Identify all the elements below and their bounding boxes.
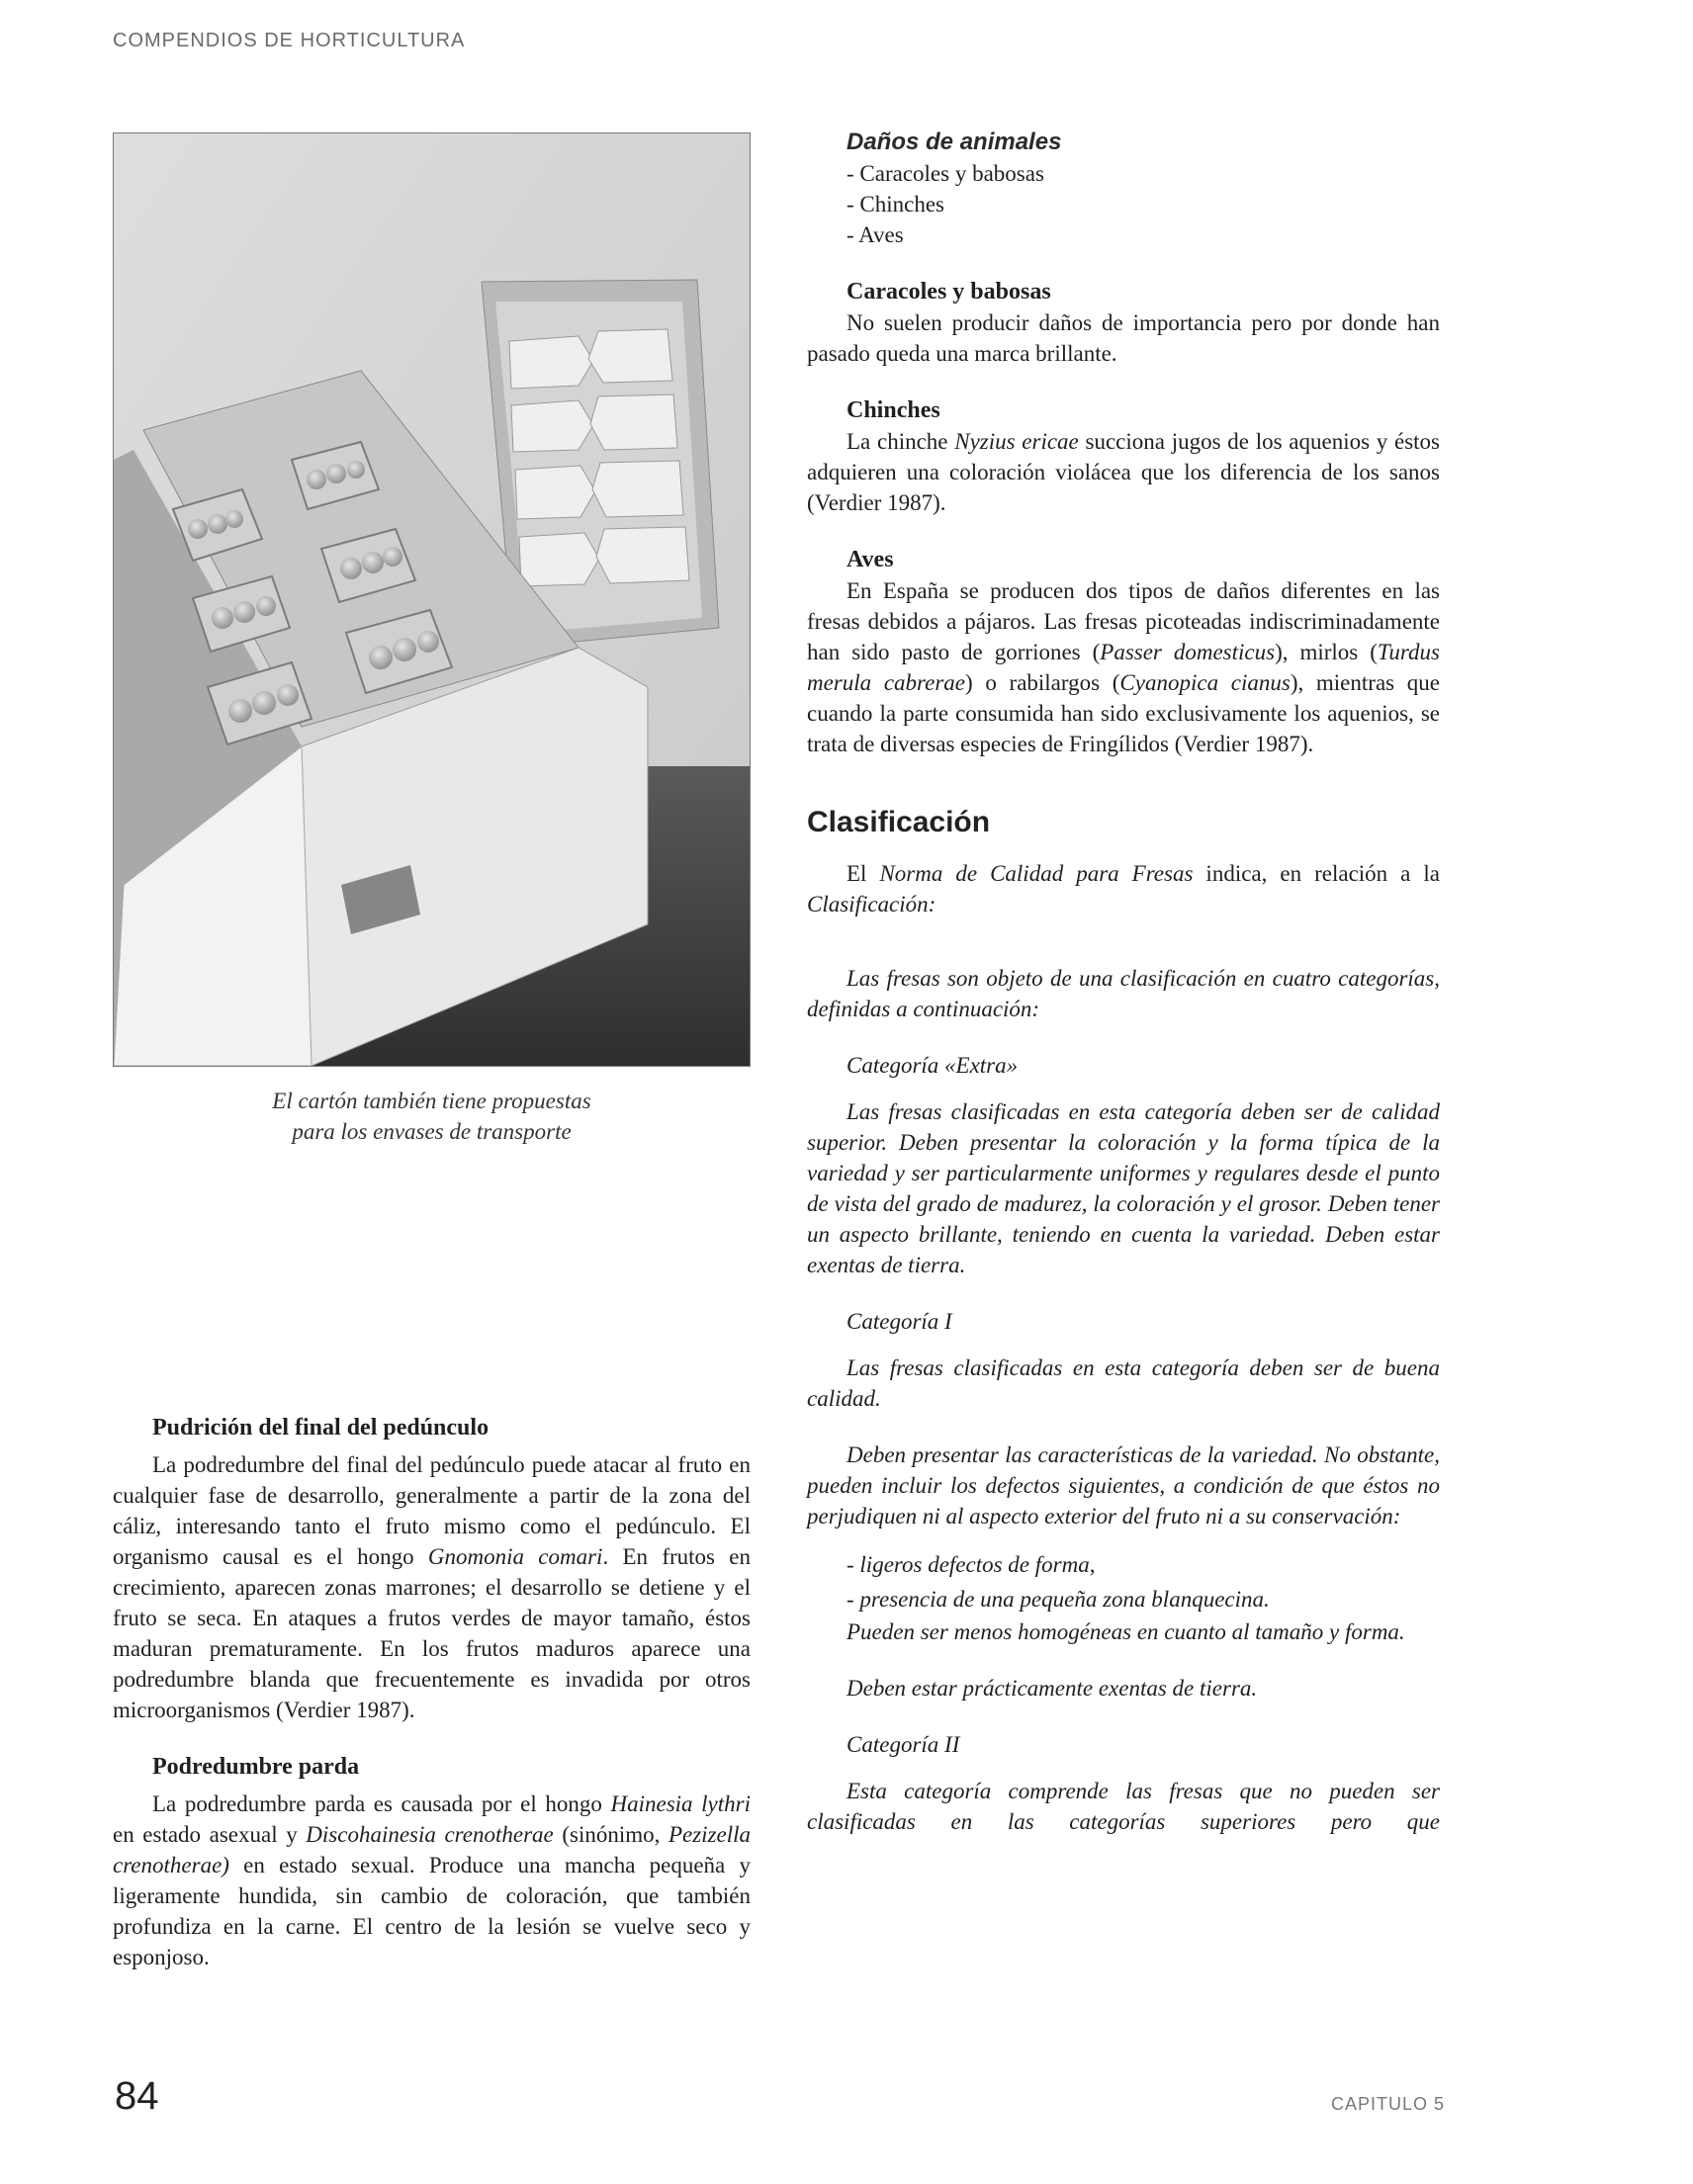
- species-name: Passer domesticus: [1100, 640, 1276, 664]
- caption-line-1: El cartón también tiene propuestas: [272, 1089, 591, 1113]
- podredumbre-parda-paragraph: La podredumbre parda es causada por el hongo Hainesia lythri en estado asexual y Discohainesia crenotherae (sinónimo, Pezizella crenotherae) en estado sexual. Produce una mancha pequeña y ligeramente hundida, sin cambio de coloración, que también profundiza en la carne. El centro de la lesión se vuelve seco y esponjoso.: [113, 1791, 752, 1969]
- pudricion-heading: Pudrición del final del pedúnculo: [152, 1415, 490, 1441]
- danos-list-item: - Aves: [846, 222, 904, 247]
- aves-heading: Aves: [846, 547, 894, 572]
- clasificacion-paragraph: Las fresas son objeto de una clasificación en cuatro categorías, definidas a continuación:: [807, 966, 1440, 1021]
- danos-list-item: - Chinches: [846, 192, 945, 217]
- categoria-1-text-3: Pueden ser menos homogéneas en cuanto al tamaño y forma.: [846, 1619, 1405, 1644]
- categoria-1-text-2: Deben presentar las características de la variedad. No obstante, pueden incluir los defectos siguientes, a condición de que éstos no perjudiquen ni al aspecto exterior del fruto ni a su conservación:: [807, 1442, 1440, 1529]
- categoria-2-heading: Categoría II: [846, 1732, 960, 1757]
- podredumbre-parda-heading: Podredumbre parda: [152, 1754, 360, 1780]
- categoria-1-text: Las fresas clasificadas en esta categoría deben ser de buena calidad.: [807, 1355, 1440, 1411]
- species-name: Nyzius ericae: [954, 429, 1079, 454]
- left-column: [113, 1412, 751, 1972]
- categoria-extra-text: Las fresas clasificadas en esta categoría deben ser de calidad superior. Deben presentar la coloración y la forma típica de la variedad y ser particularmente uniformes y regulares desde el punto de vista del grado de madurez, la coloración y el grosor. Deben tener un aspecto brillante, teniendo en cuenta la variedad. Deben estar exentas de tierra.: [807, 1099, 1440, 1277]
- species-name: Hainesia lythri: [610, 1791, 751, 1816]
- figure-caption: [113, 1086, 751, 1147]
- chinches-paragraph: La chinche Nyzius ericae succiona jugos de los aquenios y éstos adquieren una coloración violácea que los diferencia de los sanos (Verdier 1987).: [807, 429, 1440, 515]
- categoria-1-text-4: Deben estar prácticamente exentas de tierra.: [846, 1676, 1258, 1701]
- running-head: COMPENDIOS DE HORTICULTURA: [113, 30, 466, 51]
- categoria-1-list-item: - ligeros defectos de forma,: [846, 1552, 1096, 1577]
- caption-line-2: para los envases de transporte: [292, 1119, 572, 1144]
- clasificacion-intro: El Norma de Calidad para Fresas indica, en relación a la Clasificación:: [807, 861, 1440, 917]
- categoria-extra-heading: Categoría «Extra»: [846, 1053, 1019, 1078]
- chinches-heading: Chinches: [846, 397, 940, 423]
- caracoles-heading: Caracoles y babosas: [846, 279, 1051, 305]
- aves-paragraph: En España se producen dos tipos de daños diferentes en las fresas debidos a pájaros. Las fresas picoteadas indiscriminadamente han sido pasto de gorriones (Passer domesticus), mirlos (Turdus merula cabrerae) o rabilargos (Cyanopica cianus), mientras que cuando la parte consumida han sido exclusivamente los aquenios, se trata de diversas especies de Fringílidos (Verdier 1987).: [807, 578, 1440, 756]
- caracoles-paragraph: No suelen producir daños de importancia pero por donde han pasado queda una marca brillante.: [807, 310, 1440, 366]
- species-name: Gnomonia comari: [427, 1544, 603, 1569]
- categoria-1-list-item: - presencia de una pequeña zona blanquecina.: [846, 1587, 1270, 1612]
- photo-illustration: [114, 133, 750, 1066]
- right-column: [807, 127, 1440, 1837]
- species-name: Pezizella crenotherae): [113, 1822, 752, 1878]
- clasificacion-heading: Clasificación: [807, 806, 991, 838]
- pudricion-paragraph: La podredumbre del final del pedúnculo puede atacar al fruto en cualquier fase de desarrollo, generalmente a partir de la zona del cáliz, interesando tanto el fruto mismo como el pedúnculo. El organismo causal es el hongo Gnomonia comari. En frutos en crecimiento, aparecen zonas marrones; el desarrollo se detiene y el fruto se seca. En ataques a frutos verdes de mayor tamaño, éstos maduran prematuramente. En los frutos maduros aparece una podredumbre blanda que frecuentemente es invadida por otros microorganismos (Verdier 1987).: [113, 1452, 751, 1722]
- species-name: Turdus merula cabrerae: [807, 640, 1440, 695]
- danos-animales-heading: Daños de animales: [846, 129, 1062, 155]
- categoria-1-heading: Categoría I: [846, 1309, 952, 1334]
- danos-list-item: - Caracoles y babosas: [846, 161, 1044, 186]
- photo-cardboard-boxes: [113, 132, 751, 1067]
- categoria-2-text: Esta categoría comprende las fresas que no pueden ser clasificadas en las categorías superiores pero que: [807, 1779, 1440, 1834]
- species-name: Discohainesia crenotherae: [306, 1822, 554, 1847]
- page-number: 84: [115, 2074, 159, 2118]
- chapter-label: CAPITULO 5: [1331, 2094, 1446, 2114]
- species-name: Cyanopica cianus: [1119, 670, 1291, 695]
